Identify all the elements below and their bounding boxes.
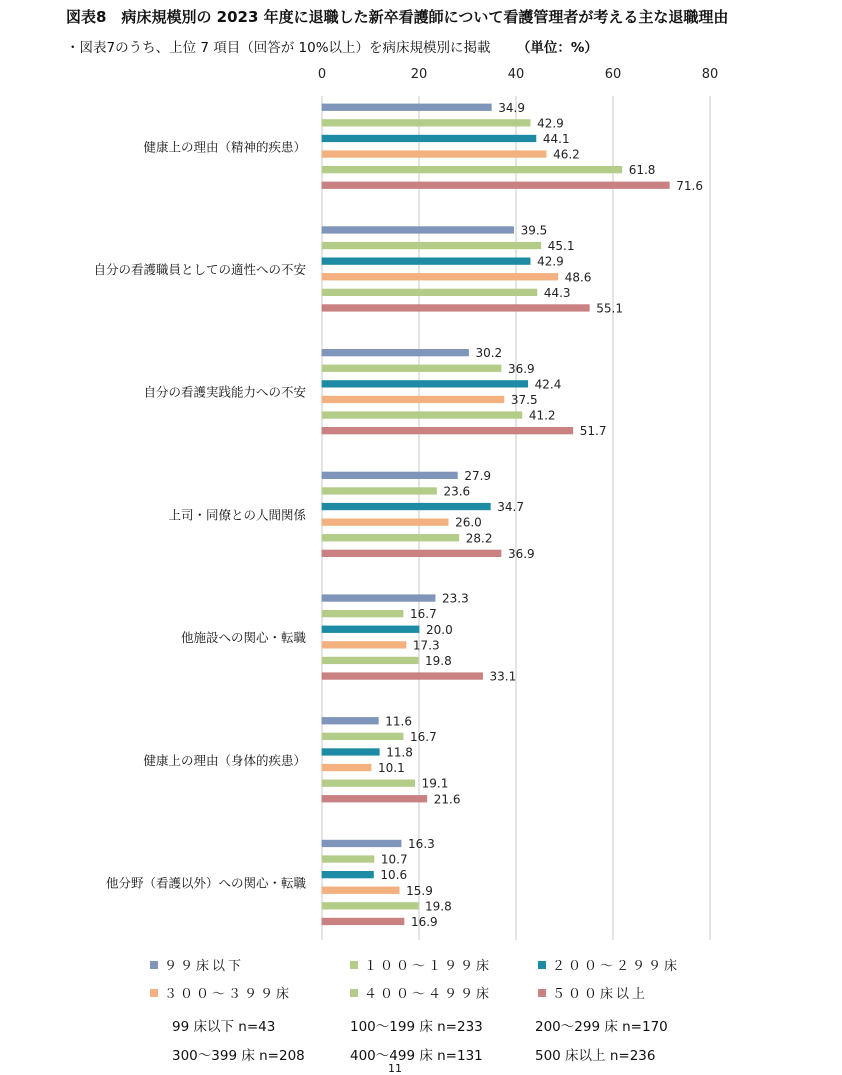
legend-item-2 [538, 955, 680, 974]
legend-label-4: ４００～４９９床 [364, 987, 493, 1002]
legend-item-1 [350, 955, 492, 974]
bar [322, 349, 468, 356]
data-label: 45.1 [547, 239, 575, 254]
count-label-5: 500 床以上 n=236 [535, 1048, 656, 1064]
bar [322, 780, 415, 787]
count-label-4: 400～499 床 n=131 [350, 1048, 483, 1064]
bar [322, 488, 436, 495]
bar [322, 365, 501, 372]
bar [322, 258, 530, 265]
data-label: 36.9 [507, 546, 535, 561]
bar [322, 749, 379, 756]
bar [322, 610, 403, 617]
data-label: 16.9 [410, 914, 438, 929]
bar [322, 396, 504, 403]
category-label: 他分野（看護以外）への関心・転職 [105, 875, 306, 891]
data-label: 51.7 [579, 424, 607, 439]
data-label: 71.6 [676, 178, 703, 193]
bar [322, 733, 403, 740]
data-label: 16.7 [409, 607, 437, 622]
legend [150, 955, 710, 1005]
legend-label-1: １００～１９９床 [364, 959, 493, 974]
count-label-0: 99 床以下 n=43 [172, 1019, 276, 1035]
chart-title: 図表8 病床規模別の 2023 年度に退職した新卒看護師について看護管理者が考える主な退職理由 [66, 8, 729, 26]
bar [322, 242, 541, 249]
x-tick-label: 80 [701, 67, 719, 82]
x-tick-label: 60 [604, 67, 622, 82]
bar [322, 764, 371, 771]
bar [322, 718, 378, 725]
bar [322, 104, 491, 111]
chart-subtitle [66, 36, 598, 56]
data-label: 20.0 [426, 622, 453, 637]
data-label: 30.2 [475, 346, 503, 361]
data-label: 46.2 [553, 147, 580, 162]
category-label: 健康上の理由（精神的疾患） [143, 139, 306, 155]
data-label: 21.6 [433, 792, 461, 807]
data-label: 34.7 [497, 500, 525, 515]
bar [322, 642, 406, 649]
data-label: 34.9 [498, 100, 525, 115]
data-label: 16.3 [408, 836, 435, 851]
data-label: 42.9 [537, 254, 564, 269]
data-label: 55.1 [596, 301, 623, 316]
data-label: 17.3 [412, 638, 440, 653]
category-label: 上司・同僚との人間関係 [168, 507, 306, 523]
legend-label-2: ２００～２９９床 [552, 959, 681, 974]
data-label: 26.0 [455, 515, 482, 530]
legend-label-0: ９９床以下 [164, 959, 245, 974]
bar [322, 305, 589, 312]
data-label: 16.7 [409, 729, 437, 744]
bar [322, 871, 373, 878]
legend-swatch-3 [150, 989, 158, 997]
subtitle-text: ・図表7のうち、上位 7 項目（回答が 10%以上）を病床規模別に掲載 [66, 40, 491, 56]
bar [322, 657, 418, 664]
category-label: 自分の看護職員としての適性への不安 [93, 261, 306, 277]
bar [322, 918, 404, 925]
data-label: 19.1 [421, 776, 449, 791]
bar [322, 673, 483, 680]
data-label: 37.5 [510, 392, 538, 407]
bar [322, 289, 537, 296]
data-label: 11.8 [386, 745, 413, 760]
data-label: 10.6 [380, 868, 408, 883]
bar [322, 274, 558, 281]
data-label: 44.3 [543, 285, 571, 300]
x-tick-label: 40 [507, 67, 525, 82]
page-number: 11 [388, 1062, 402, 1075]
bar [322, 412, 522, 419]
data-label: 48.6 [564, 270, 592, 285]
legend-label-3: ３００～３９９床 [164, 987, 293, 1002]
bar [322, 856, 374, 863]
bar [322, 626, 419, 633]
count-label-3: 300～399 床 n=208 [172, 1048, 305, 1064]
legend-swatch-5 [538, 989, 546, 997]
data-label: 19.8 [425, 653, 452, 668]
bar [322, 887, 399, 894]
bar [322, 595, 435, 602]
x-tick-label: 20 [410, 67, 428, 82]
data-label: 27.9 [464, 468, 492, 483]
bar [322, 427, 573, 434]
bar [322, 519, 448, 526]
unit-label: （単位：%） [516, 40, 598, 56]
data-label: 39.5 [520, 223, 548, 238]
data-label: 28.2 [465, 531, 493, 546]
data-label: 19.8 [425, 899, 452, 914]
bar [322, 840, 401, 847]
bar [322, 381, 528, 388]
bar [322, 535, 459, 542]
count-label-1: 100～199 床 n=233 [350, 1019, 483, 1035]
bar [322, 550, 501, 557]
data-label: 23.3 [442, 591, 469, 606]
legend-swatch-1 [350, 961, 358, 969]
legend-item-0 [150, 955, 244, 974]
bar [322, 796, 427, 803]
data-label: 23.6 [443, 484, 471, 499]
x-tick-label: 0 [317, 67, 327, 82]
legend-item-3 [150, 983, 292, 1002]
bar [322, 227, 514, 234]
bar [322, 151, 546, 158]
bar [322, 135, 536, 142]
data-label: 61.8 [628, 163, 656, 178]
count-label-2: 200～299 床 n=170 [535, 1019, 668, 1035]
bar-chart [0, 60, 842, 950]
legend-swatch-2 [538, 961, 546, 969]
category-label: 健康上の理由（身体的疾患） [143, 752, 306, 768]
data-label: 10.7 [380, 852, 408, 867]
bar [322, 903, 418, 910]
bar [322, 182, 669, 189]
data-label: 33.1 [489, 669, 517, 684]
data-label: 44.1 [542, 131, 570, 146]
legend-label-5: ５００床以上 [552, 987, 649, 1002]
legend-item-5 [538, 983, 648, 1002]
category-label: 他施設への関心・転職 [180, 630, 306, 646]
bar [322, 472, 457, 479]
data-label: 36.9 [507, 361, 535, 376]
data-label: 11.6 [385, 714, 412, 729]
category-label: 自分の看護実践能力への不安 [143, 384, 306, 400]
legend-item-4 [350, 983, 492, 1002]
data-label: 42.9 [537, 116, 564, 131]
legend-swatch-0 [150, 961, 158, 969]
legend-swatch-4 [350, 989, 358, 997]
bar [322, 120, 530, 127]
bar [322, 503, 490, 510]
data-label: 15.9 [406, 883, 433, 898]
bar [322, 166, 622, 173]
data-label: 10.1 [377, 761, 405, 776]
data-label: 42.4 [534, 377, 562, 392]
data-label: 41.2 [528, 408, 556, 423]
